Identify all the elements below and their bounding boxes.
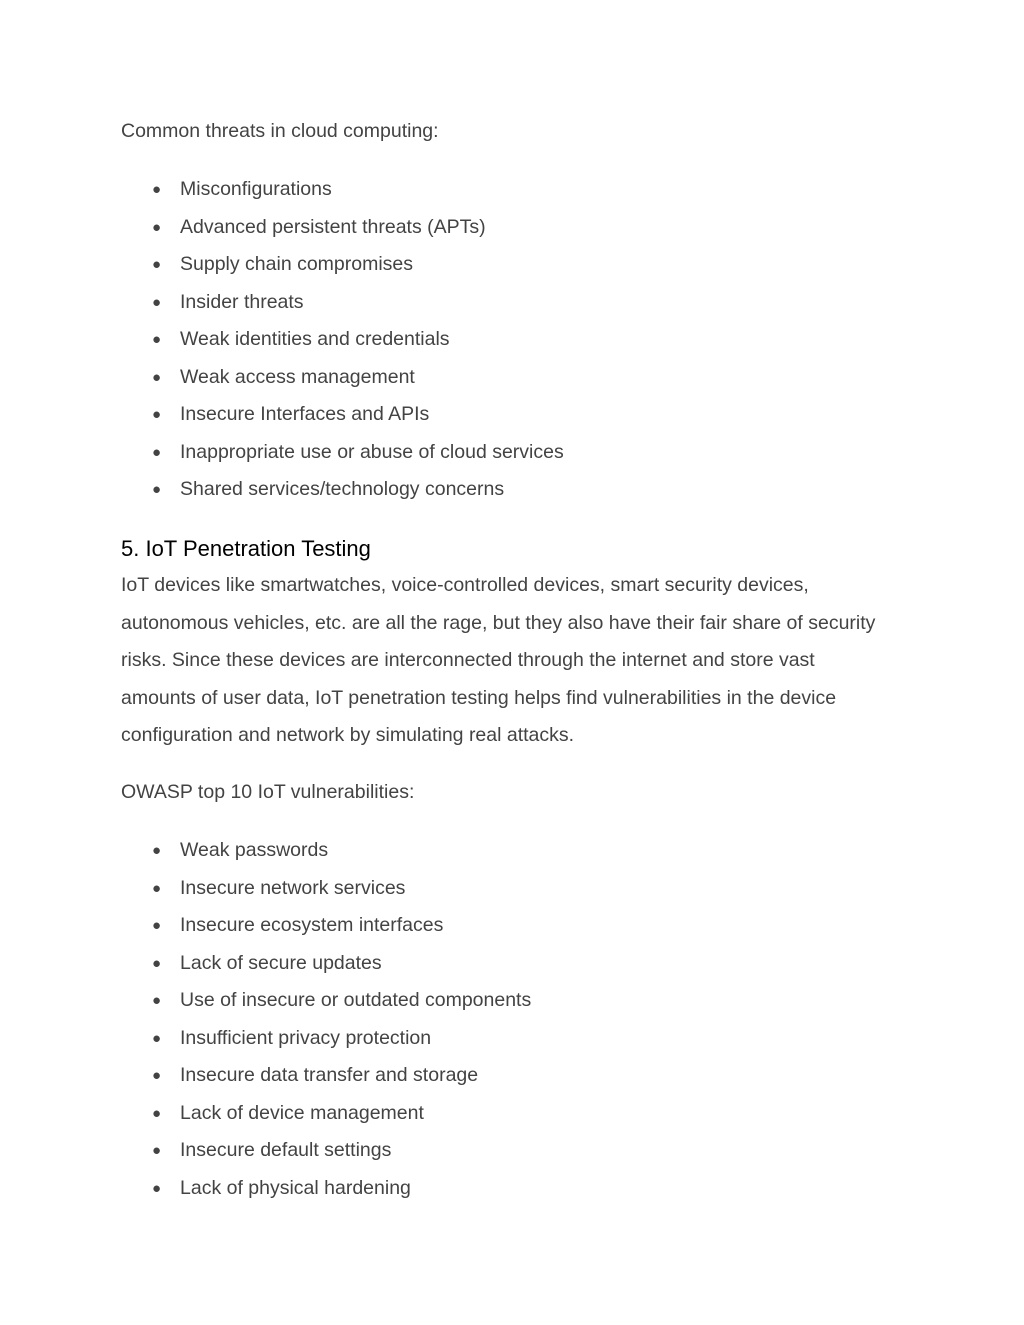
bullet-icon: ● [152, 256, 162, 273]
bullet-icon: ● [152, 218, 162, 236]
bullet-icon: ● [152, 879, 162, 897]
bullet-icon: ● [152, 293, 162, 311]
paragraph-line: risks. Since these devices are interconnected through the internet and store vast [121, 649, 815, 671]
bullet-icon: ● [152, 1029, 162, 1047]
paragraph-line: configuration and network by simulating real attacks. [121, 724, 575, 746]
bullet-icon: ● [152, 443, 162, 461]
bullet-icon: ● [152, 917, 162, 934]
cloud-threats-intro: Common threats in cloud computing: [121, 120, 439, 142]
bullet-icon: ● [152, 992, 162, 1009]
paragraph-line: autonomous vehicles, etc. are all the rage, but they also have their fair share of security [121, 611, 876, 634]
bullet-icon: ● [152, 406, 162, 423]
bullet-icon: ● [152, 954, 162, 972]
paragraph-line: amounts of user data, IoT penetration testing helps find vulnerabilities in the device [121, 686, 837, 709]
owasp-intro: OWASP top 10 IoT vulnerabilities: [121, 781, 415, 803]
bullet-icon: ● [152, 181, 162, 198]
bullet-icon: ● [152, 368, 162, 386]
iot-paragraph [121, 567, 911, 755]
bullet-icon: ● [152, 1067, 162, 1084]
bullet-icon: ● [152, 842, 162, 859]
bullet-icon: ● [152, 331, 162, 348]
bullet-icon: ● [152, 1142, 162, 1159]
iot-section-heading: 5. IoT Penetration Testing [121, 536, 371, 561]
bullet-icon: ● [152, 1104, 162, 1122]
bullet-icon: ● [152, 1179, 162, 1197]
paragraph-line: IoT devices like smartwatches, voice-controlled devices, smart security devices, [121, 574, 809, 596]
bullet-icon: ● [152, 481, 162, 498]
